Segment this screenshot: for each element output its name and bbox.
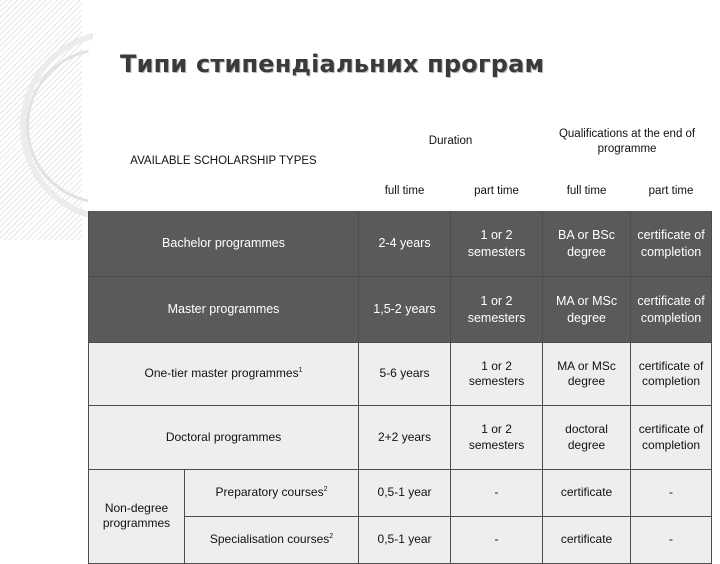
row-duration-full: 0,5-1 year bbox=[359, 516, 451, 563]
row-type: Preparatory courses$^2$ bbox=[185, 469, 359, 516]
row-duration-part: 1 or 2 semesters bbox=[451, 277, 543, 343]
row-duration-full: 0,5-1 year bbox=[359, 469, 451, 516]
row-qual-part: - bbox=[631, 469, 712, 516]
row-qual-part: certificate of completion bbox=[631, 343, 712, 406]
row-type: Specialisation courses$^2$ bbox=[185, 516, 359, 563]
footnote-marker: 2 bbox=[323, 485, 328, 493]
header-types: AVAILABLE SCHOLARSHIP TYPES bbox=[89, 112, 359, 211]
row-qual-part: certificate of completion bbox=[631, 406, 712, 469]
table-row bbox=[89, 277, 712, 343]
header-qualifications: Qualifications at the end of programme bbox=[543, 112, 712, 172]
table-row bbox=[89, 343, 712, 406]
row-duration-part: 1 or 2 semesters bbox=[451, 343, 543, 406]
header-row-1 bbox=[89, 112, 712, 172]
footnote-marker: 1 bbox=[298, 367, 303, 375]
row-type: Master programmes bbox=[89, 277, 359, 343]
header-part-time: part time bbox=[451, 172, 543, 211]
row-type: Doctoral programmes bbox=[89, 406, 359, 469]
row-type: One-tier master programmes$^1$ bbox=[89, 343, 359, 406]
footnote-marker: 2 bbox=[329, 532, 334, 540]
row-duration-part: - bbox=[451, 469, 543, 516]
row-duration-full: 1,5-2 years bbox=[359, 277, 451, 343]
table-row bbox=[89, 469, 712, 516]
row-duration-part: 1 or 2 semesters bbox=[451, 211, 543, 277]
header-q-full-time: full time bbox=[543, 172, 631, 211]
row-type: Bachelor programmes bbox=[89, 211, 359, 277]
row-qual-full: BA or BSc degree bbox=[543, 211, 631, 277]
header-duration: Duration bbox=[359, 112, 543, 172]
row-duration-part: - bbox=[451, 516, 543, 563]
row-duration-full: 2-4 years bbox=[359, 211, 451, 277]
non-degree-label: Non-degree programmes bbox=[89, 469, 185, 563]
page-title: Типи стипендіальних програм bbox=[120, 50, 545, 78]
row-qual-full: certificate bbox=[543, 469, 631, 516]
header-full-time: full time bbox=[359, 172, 451, 211]
row-duration-full: 2+2 years bbox=[359, 406, 451, 469]
row-qual-full: MA or MSc degree bbox=[543, 277, 631, 343]
row-duration-full: 5-6 years bbox=[359, 343, 451, 406]
row-qual-full: certificate bbox=[543, 516, 631, 563]
row-qual-full: doctoral degree bbox=[543, 406, 631, 469]
table-row bbox=[89, 211, 712, 277]
row-duration-part: 1 or 2 semesters bbox=[451, 406, 543, 469]
scholarship-table bbox=[88, 111, 712, 564]
header-q-part-time: part time bbox=[631, 172, 712, 211]
row-qual-part: - bbox=[631, 516, 712, 563]
row-qual-part: certificate of completion bbox=[631, 211, 712, 277]
table-row bbox=[89, 406, 712, 469]
row-qual-part: certificate of completion bbox=[631, 277, 712, 343]
row-qual-full: MA or MSc degree bbox=[543, 343, 631, 406]
